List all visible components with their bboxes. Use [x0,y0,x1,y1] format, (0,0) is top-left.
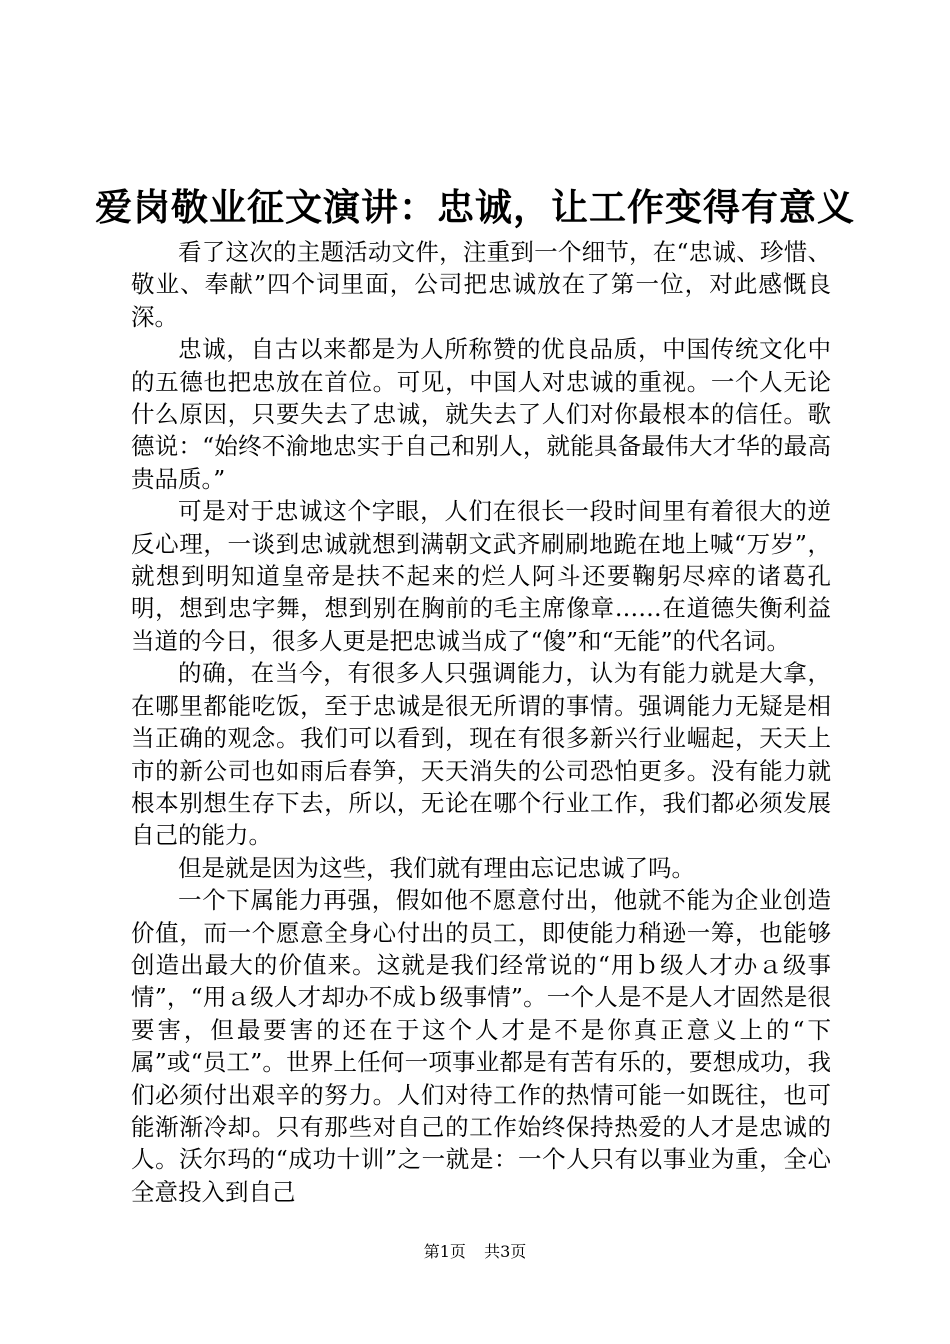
paragraph: 的确，在当今，有很多人只强调能力，认为有能力就是大拿，在哪里都能吃饭，至于忠诚是很无所谓的事情。强调能力无疑是相当正确的观念。我们可以看到，现在有很多新兴行业崛起，天天上市的新公司也如雨后春笋，天天消失的公司恐怕更多。没有能力就根本别想生存下去，所以，无论在哪个行业工作，我们都必须发展自己的能力。 [131,659,831,850]
page-number: 第1页 [423,1242,466,1261]
paragraph: 可是对于忠诚这个字眼，人们在很长一段时间里有着很大的逆反心理，一谈到忠诚就想到满朝文武齐刷刷地跪在地上喊“万岁”，就想到明知道皇帝是扶不起来的烂人阿斗还要鞠躬尽瘁的诸葛孔明，想到忠字舞，想到别在胸前的毛主席像章……在道德失衡利益当道的今日，很多人更是把忠诚当成了“傻”和“无能”的代名词。 [131,497,831,655]
page-total: 共3页 [484,1242,527,1261]
paragraph: 忠诚，自古以来都是为人所称赞的优良品质，中国传统文化中的五德也把忠放在首位。可见，中国人对忠诚的重视。一个人无论什么原因，只要失去了忠诚，就失去了人们对你最根本的信任。歌德说：“始终不渝地忠实于自己和别人，就能具备最伟大才华的最高贵品质。” [131,335,831,493]
paragraph: 看了这次的主题活动文件，注重到一个细节，在“忠诚、珍惜、敬业、奉献”四个词里面，公司把忠诚放在了第一位，对此感慨良深。 [131,238,831,331]
page-footer [0,1241,950,1263]
document-body [131,236,831,1208]
paragraph: 一个下属能力再强，假如他不愿意付出，他就不能为企业创造价值，而一个愿意全身心付出的员工，即使能力稍逊一筹，也能够创造出最大的价值来。这就是我们经常说的“用ｂ级人才办ａ级事情”，“用ａ级人才却办不成ｂ级事情”。一个人是不是人才固然是很要害，但最要害的还在于这个人才是不是你真正意义上的“下属”或“员工”。世界上任何一项事业都是有苦有乐的，要想成功，我们必须付出艰辛的努力。人们对待工作的热情可能一如既往，也可能渐渐冷却。只有那些对自己的工作始终保持热爱的人才是忠诚的人。沃尔玛的“成功十训”之一就是：一个人只有以事业为重，全心全意投入到自己 [131,886,831,1206]
paragraph: 但是就是因为这些，我们就有理由忘记忠诚了吗。 [178,853,695,882]
document-title: 爱岗敬业征文演讲：忠诚，让工作变得有意义 [95,185,855,229]
